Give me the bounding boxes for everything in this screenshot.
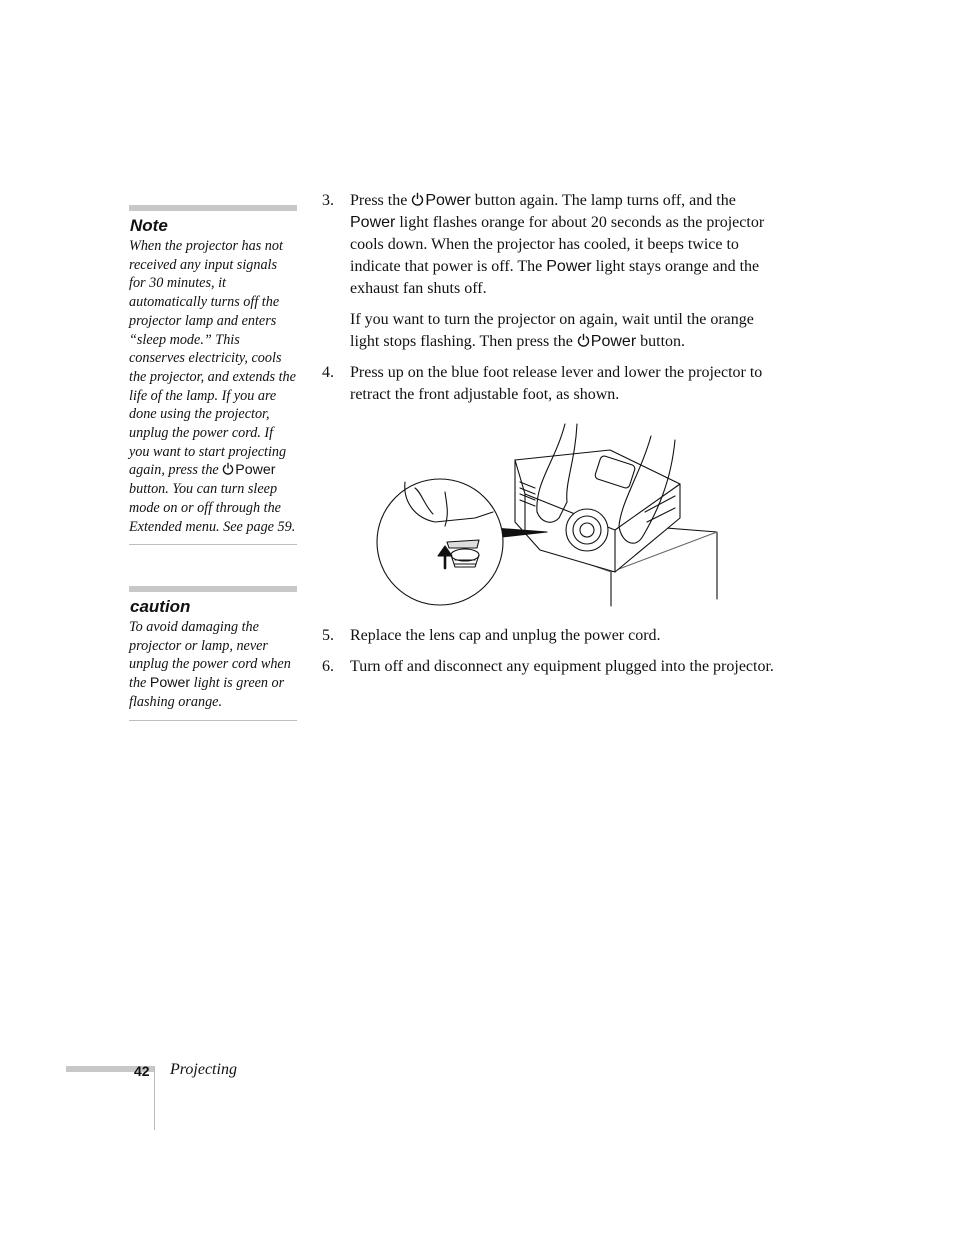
power-icon: [577, 333, 590, 347]
steps-column: [320, 190, 780, 406]
step-number: 6.: [322, 658, 334, 675]
caution-box: [129, 586, 297, 721]
power-label: Power: [149, 675, 191, 692]
power-label: Power: [590, 333, 637, 350]
footer-vertical-rule: [154, 1066, 155, 1130]
power-icon: [411, 192, 424, 206]
page-number: 42: [134, 1063, 150, 1079]
note-bottom-rule: [129, 544, 297, 545]
projector-foot-illustration: [375, 422, 720, 610]
step-number: 4.: [322, 364, 334, 381]
step-number: 5.: [322, 627, 334, 644]
note-top-rule: [129, 205, 297, 211]
step-5: 5. Replace the lens cap and unplug the power cord.: [320, 625, 780, 647]
note-box: [129, 205, 297, 545]
step-4: 4. Press up on the blue foot release lever and lower the projector to retract the front adjustable foot, as shown.: [322, 364, 763, 403]
power-label: Power: [350, 214, 396, 231]
power-icon: [222, 462, 234, 475]
power-label: Power: [425, 192, 471, 209]
note-text: When the projector has not received any input signals for 30 minutes, it automatically turns off the projector lamp and enters “sleep mode.” This conserves electricity, cools the projector, and extends the life of the lamp. If you are done using the projector, unplug the power cord. If you want to start projecting again, press the Power button. You can turn sleep mode on or off through the Extended menu. See page 59.: [129, 238, 296, 535]
step-3: 3. Press the Power button again. The lamp turns off, and the Power light flashes orange for about 20 seconds as the projector cools down. When the projector has cooled, it beeps twice to indicate that power is off. The Power light stays orange and the exhaust fan shuts off.: [322, 192, 765, 297]
step-3-followup: If you want to turn the projector on again, wait until the orange light stops flashing. Then press the Power button.: [350, 311, 754, 350]
caution-title: caution: [130, 597, 191, 616]
section-title: Projecting: [170, 1061, 237, 1078]
steps-column-continued: [320, 625, 780, 678]
step-6: 6. Turn off and disconnect any equipment plugged into the projector.: [320, 656, 780, 678]
note-title: Note: [130, 216, 168, 235]
caution-text: To avoid damaging the projector or lamp, never unplug the power cord when the Power light is green or flashing orange.: [129, 619, 291, 710]
power-label: Power: [546, 258, 592, 275]
step-number: 3.: [322, 192, 334, 209]
caution-bottom-rule: [129, 720, 297, 721]
caution-top-rule: [129, 586, 297, 592]
power-label: Power: [235, 462, 276, 479]
